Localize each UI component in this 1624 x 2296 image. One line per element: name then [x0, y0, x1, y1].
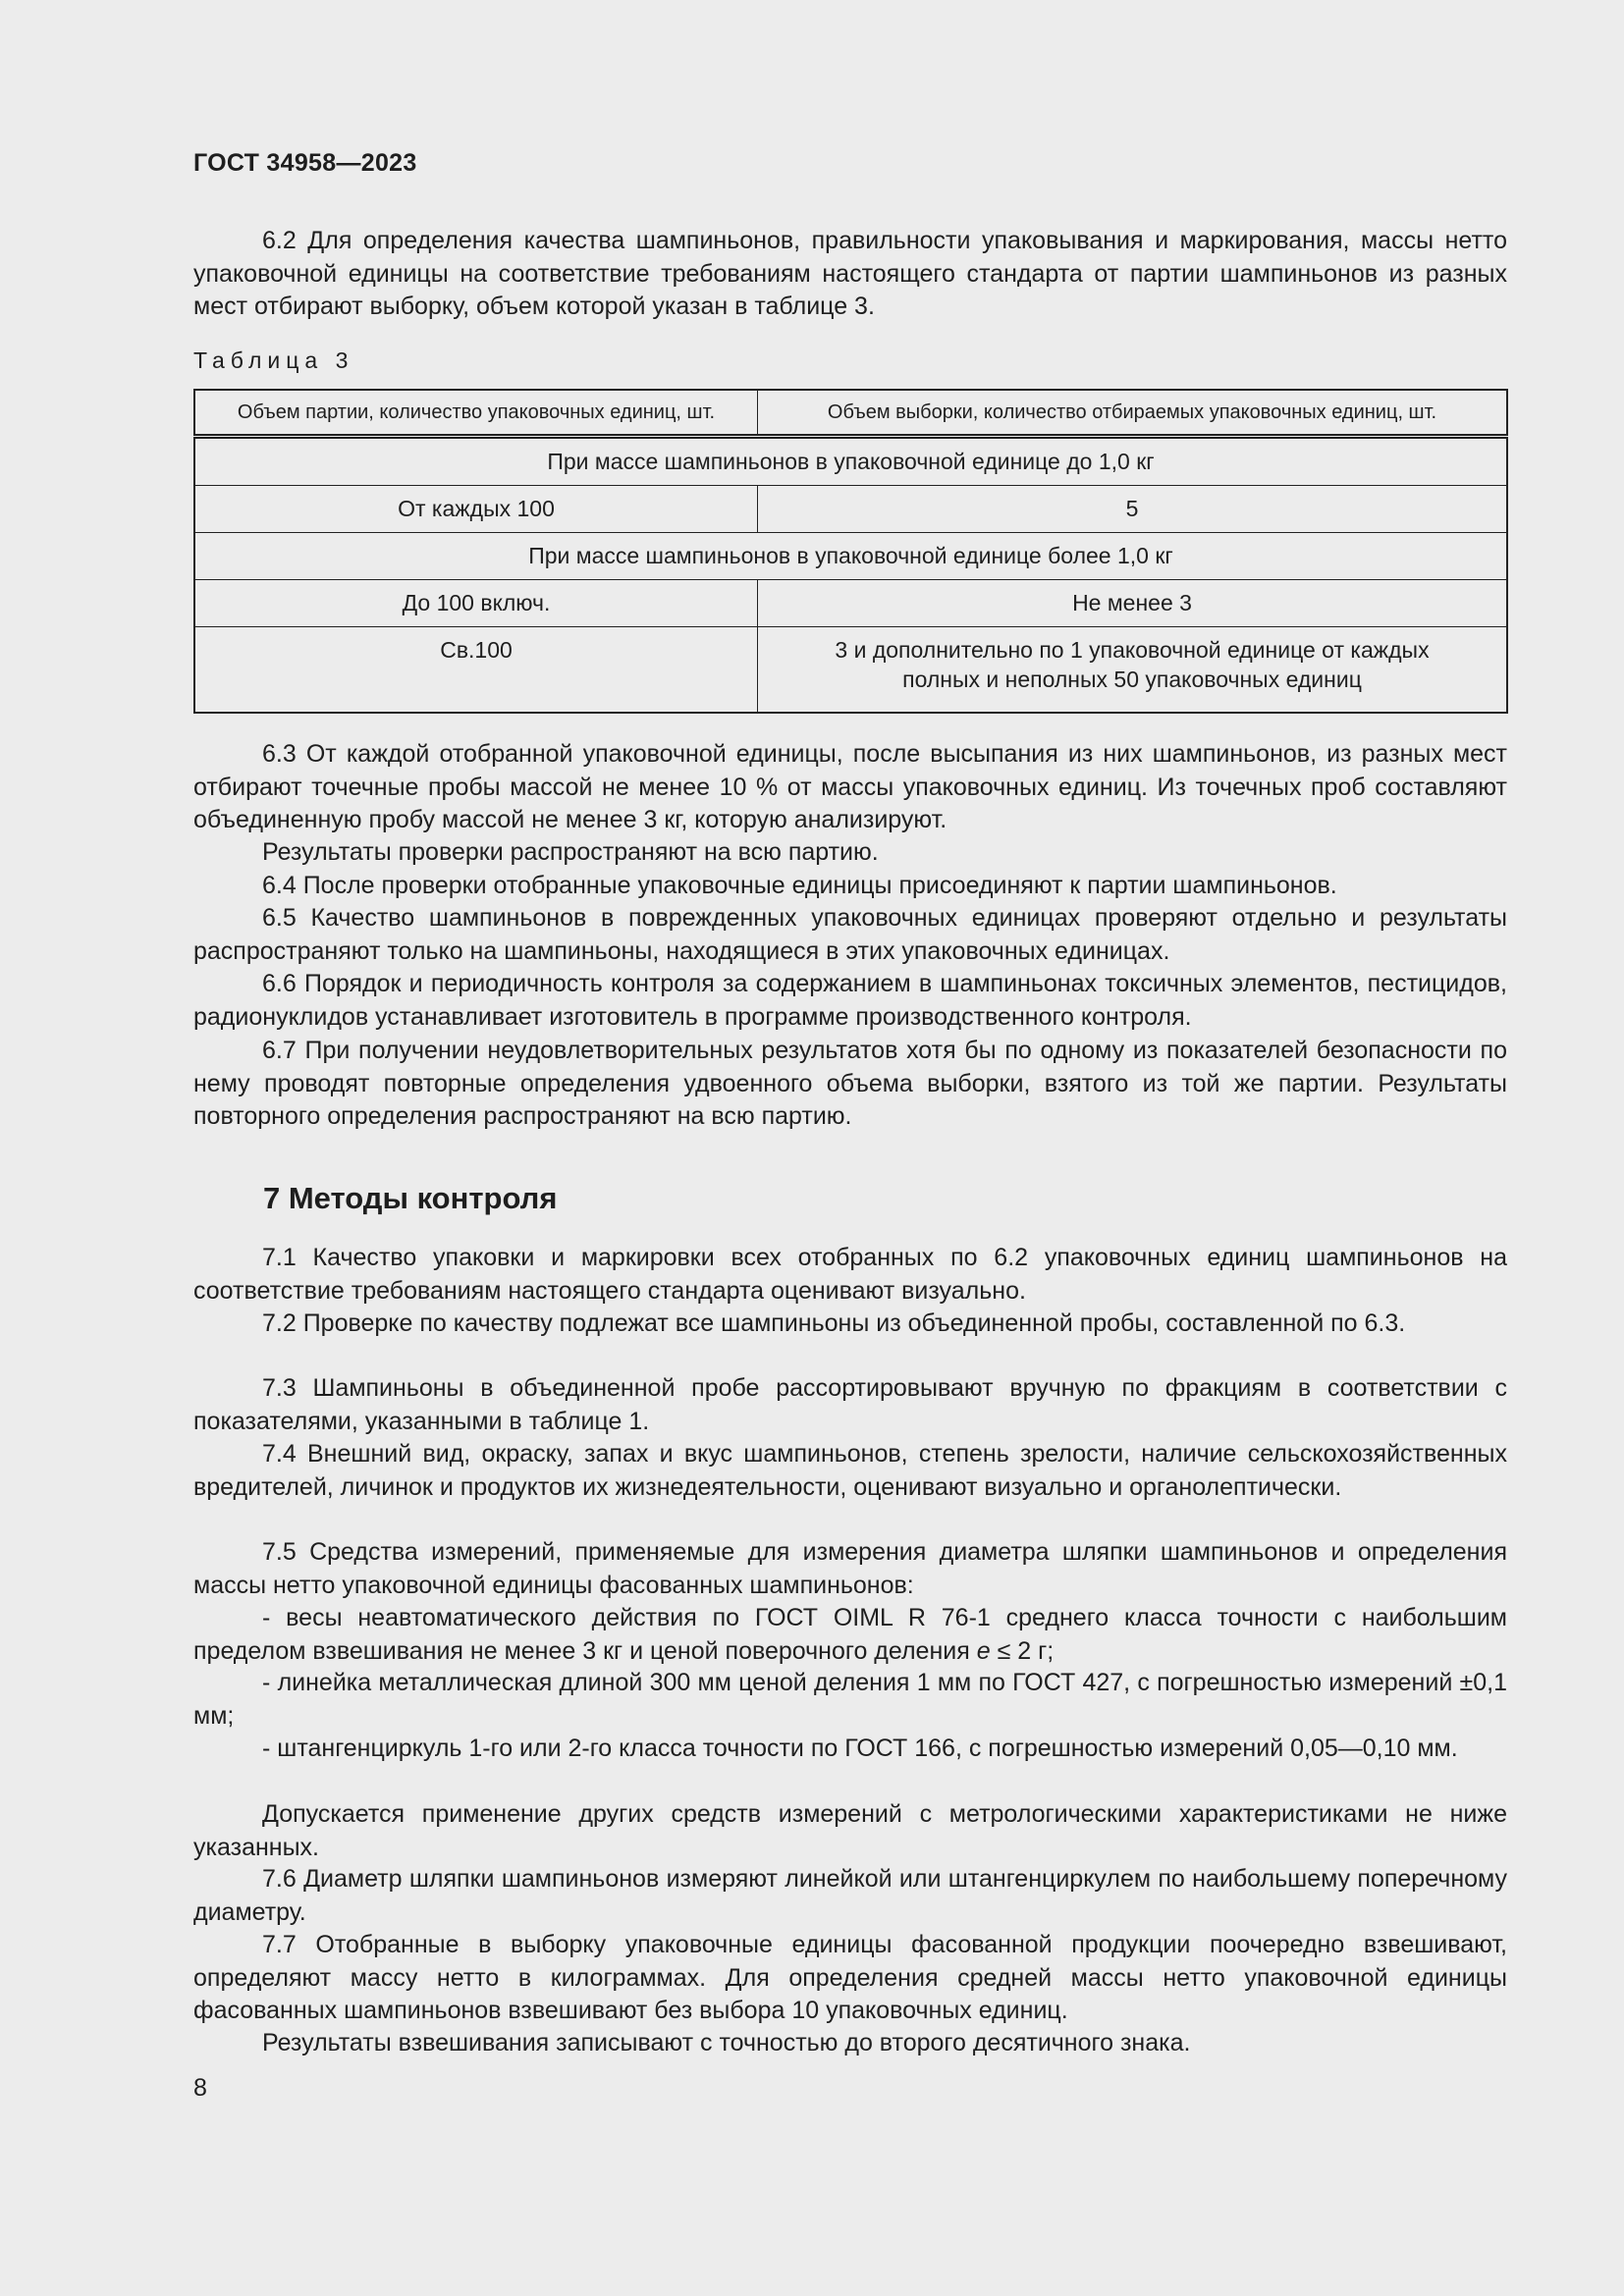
table-row: [194, 486, 1507, 533]
paragraph-7-5-allowed: Допускается применение других средств измерений с метрологическими характеристиками не ниже указанных.: [193, 1800, 1507, 1861]
table-cell: До 100 включ.: [194, 580, 758, 627]
table-cell: Не менее 3: [758, 580, 1508, 627]
table-group-over-1kg: При массе шампиньонов в упаковочной единице более 1,0 кг: [194, 533, 1507, 580]
table-cell: Св.100: [194, 627, 758, 714]
table-group-up-to-1kg: При массе шампиньонов в упаковочной единице до 1,0 кг: [194, 437, 1507, 486]
list-item-ruler: - линейка металлическая длиной 300 мм ценой деления 1 мм по ГОСТ 427, с погрешностью измерений ±0,1 мм;: [193, 1669, 1507, 1730]
table-row: [194, 580, 1507, 627]
paragraph-7-2: 7.2 Проверке по качеству подлежат все шампиньоны из объединенной пробы, составленной по 6.3.: [262, 1309, 1406, 1337]
division-variable: е: [976, 1636, 991, 1665]
table-row: [194, 627, 1507, 714]
section-7-title: 7 Методы контроля: [263, 1181, 558, 1215]
paragraph-6-3-results: Результаты проверки распространяют на всю партию.: [262, 838, 879, 866]
list-item-scales: [193, 1602, 1507, 1668]
document-header: ГОСТ 34958—2023: [193, 149, 417, 177]
list-item-caliper: - штангенциркуль 1-го или 2-го класса точности по ГОСТ 166, с погрешностью измерений 0,05—0,10 мм.: [262, 1735, 1458, 1762]
paragraph-7-6: 7.6 Диаметр шляпки шампиньонов измеряют линейкой или штангенциркулем по наибольшему поперечному диаметру.: [193, 1865, 1507, 1926]
paragraph-7-1: 7.1 Качество упаковки и маркировки всех отобранных по 6.2 упаковочных единиц шампиньонов на соответствие требованиям настоящего стандарта оценивают визуально.: [193, 1244, 1507, 1305]
table-caption: Таблица 3: [193, 347, 354, 373]
paragraph-6-5: 6.5 Качество шампиньонов в поврежденных упаковочных единицах проверяют отдельно и результаты распространяют только на шампиньоны, находящиеся в этих упаковочных единицах.: [193, 904, 1507, 965]
paragraph-6-3: 6.3 От каждой отобранной упаковочной единицы, после высыпания из них шампиньонов, из разных мест отбирают точечные пробы массой не менее 10 % от массы упаковочных единиц. Из точечных проб составляют объединенную пробу массой не менее 3 кг, которую анализируют.: [193, 740, 1507, 833]
paragraph-6-2: 6.2 Для определения качества шампиньонов, правильности упаковывания и маркирования, массы нетто упаковочной единицы на соответствие требованиям настоящего стандарта от партии шампиньонов из разных мест отбирают выборку, объем которой указан в таблице 3.: [193, 227, 1507, 320]
table-header-lot-size: Объем партии, количество упаковочных единиц, шт.: [194, 390, 758, 437]
paragraph-6-7: 6.7 При получении неудовлетворительных результатов хотя бы по одному из показателей безопасности по нему проводят повторные определения удвоенного объема выборки, взятого из той же партии. Результаты повторного определения распространяют на всю партию.: [193, 1037, 1507, 1130]
paragraph-7-5: 7.5 Средства измерений, применяемые для измерения диаметра шляпки шампиньонов и определения массы нетто упаковочной единицы фасованных шампиньонов:: [193, 1538, 1507, 1599]
page-number: 8: [193, 2074, 207, 2102]
table-group-row: [194, 533, 1507, 580]
paragraph-7-7-results: Результаты взвешивания записывают с точностью до второго десятичного знака.: [262, 2029, 1191, 2056]
table-header-row: [194, 390, 1507, 437]
paragraph-7-7: 7.7 Отобранные в выборку упаковочные единицы фасованной продукции поочередно взвешивают, определяют массу нетто в килограммах. Для определения средней массы нетто упаковочной единицы фасованных шампиньонов взвешивают без выбора 10 упаковочных единиц.: [193, 1931, 1507, 2024]
table-cell: 5: [758, 486, 1508, 533]
table-cell: 3 и дополнительно по 1 упаковочной единице от каждых полных и неполных 50 упаковочных единиц: [758, 627, 1508, 714]
paragraph-6-4: 6.4 После проверки отобранные упаковочные единицы присоединяют к партии шампиньонов.: [262, 872, 1337, 899]
paragraph-7-4: 7.4 Внешний вид, окраску, запах и вкус шампиньонов, степень зрелости, наличие сельскохозяйственных вредителей, личинок и продуктов их жизнедеятельности, оценивают визуально и органолептически.: [193, 1440, 1507, 1501]
table-header-sample-size: Объем выборки, количество отбираемых упаковочных единиц, шт.: [758, 390, 1508, 437]
list-item-scales-limit: ≤ 2 г;: [990, 1636, 1055, 1665]
table-cell: От каждых 100: [194, 486, 758, 533]
paragraph-7-3: 7.3 Шампиньоны в объединенной пробе рассортировывают вручную по фракциям в соответствии с показателями, указанными в таблице 1.: [193, 1374, 1507, 1435]
table-group-row: [194, 437, 1507, 486]
list-item-scales-text: - весы неавтоматического действия по ГОСТ OIML R 76-1 среднего класса точности с наибольшим пределом взвешивания не менее 3 кг и ценой поверочного деления: [193, 1604, 1507, 1665]
table-3: [193, 389, 1508, 714]
paragraph-6-6: 6.6 Порядок и периодичность контроля за содержанием в шампиньонах токсичных элементов, пестицидов, радионуклидов устанавливает изготовитель в программе производственного контроля.: [193, 970, 1507, 1031]
